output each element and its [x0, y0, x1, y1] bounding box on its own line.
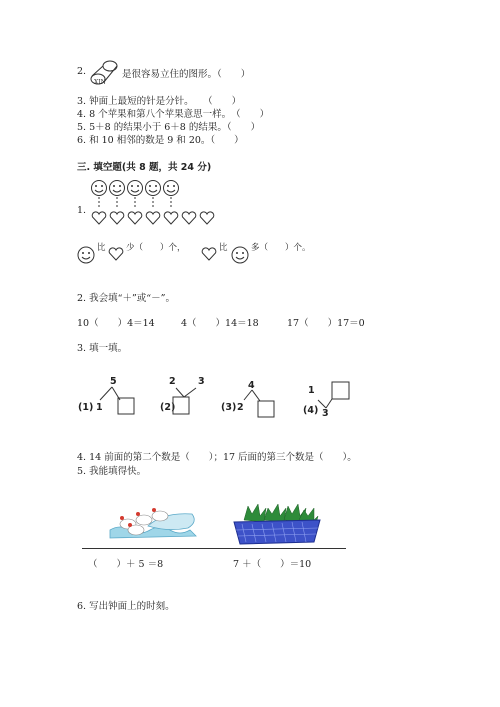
heart-icon: [110, 212, 124, 224]
q6-instruction: 6. 写出钟面上的时刻。: [77, 601, 175, 612]
q1-duo: 多（ ）个。: [251, 243, 311, 253]
smiley-icon: [231, 246, 249, 264]
split-top-number: 1: [308, 385, 315, 396]
smiley-icon: [92, 181, 107, 196]
heart-icon: [128, 212, 142, 224]
smiley-icon: [128, 181, 143, 196]
split-left-number: 2: [237, 402, 244, 413]
q2-number: 2.: [77, 66, 87, 77]
split-diagram: [170, 385, 210, 419]
heart-icon: [92, 212, 106, 224]
q1-shao: 少（ ）个，: [126, 243, 186, 253]
answer-line: [82, 548, 346, 549]
section-title: 三. 填空题(共 8 题，共 24 分): [77, 162, 212, 173]
ducks-illustration: [108, 500, 200, 540]
q1-number: 1.: [77, 205, 87, 216]
split-diagram: [240, 389, 280, 419]
svg-text:XIN: XIN: [94, 79, 106, 86]
split-top-number: 5: [110, 376, 117, 387]
split-left-number: 3: [198, 376, 205, 387]
q2-equation-3: 17（ ）17＝0: [287, 318, 365, 329]
smiley-heart-figure: [90, 180, 220, 230]
q2-equation-1: 10（ ）4＝14: [77, 318, 155, 329]
q3-instruction: 3. 填一填。: [77, 343, 128, 354]
cylinder-icon: [88, 58, 120, 88]
split-item-label: (4): [303, 405, 319, 416]
heart-icon: [108, 247, 124, 261]
heart-icon: [164, 212, 178, 224]
q2-text: 是很容易立住的图形。（ ）: [122, 69, 251, 80]
q5-equation-2: 7 ＋（ ）＝10: [233, 559, 312, 570]
q1-bi-2: 比: [219, 243, 228, 253]
heart-icon: [146, 212, 160, 224]
q5-instruction: 5. 我能填得快。: [77, 466, 147, 477]
split-item-label: (1): [78, 402, 94, 413]
q3-judge: 3. 钟面上最短的针是分针。 （ ）: [77, 96, 242, 107]
split-diagram: [312, 380, 357, 416]
heart-icon: [201, 247, 217, 261]
q6-judge: 6. 和 10 相邻的数是 9 和 20。（ ）: [77, 135, 244, 146]
q2-instruction: 2. 我会填“＋”或“－”。: [77, 293, 176, 304]
split-left-number: 3: [322, 408, 329, 419]
q5-equation-1: （ ）＋ 5 ＝8: [88, 559, 164, 570]
split-left-number: 1: [96, 402, 103, 413]
q1-bi-1: 比: [97, 243, 106, 253]
smiley-icon: [164, 181, 179, 196]
split-item-label: (2): [160, 402, 176, 413]
smiley-icon: [110, 181, 125, 196]
plant-basket-illustration: [232, 502, 324, 548]
heart-icon: [200, 212, 214, 224]
heart-icon: [182, 212, 196, 224]
split-item-label: (3): [221, 402, 237, 413]
smiley-icon: [77, 246, 95, 264]
split-diagram: [98, 385, 138, 417]
split-top-number: 2: [169, 376, 176, 387]
q2-equation-2: 4（ ）14＝18: [181, 318, 259, 329]
q4-text: 4. 14 前面的第二个数是（ ）；17 后面的第三个数是（ ）。: [77, 452, 357, 463]
split-top-number: 4: [248, 380, 255, 391]
q5-judge: 5. 5＋8 的结果小于 6＋8 的结果。（ ）: [77, 122, 261, 133]
q4-judge: 4. 8 个苹果和第八个苹果意思一样。 （ ）: [77, 109, 270, 120]
smiley-icon: [146, 181, 161, 196]
